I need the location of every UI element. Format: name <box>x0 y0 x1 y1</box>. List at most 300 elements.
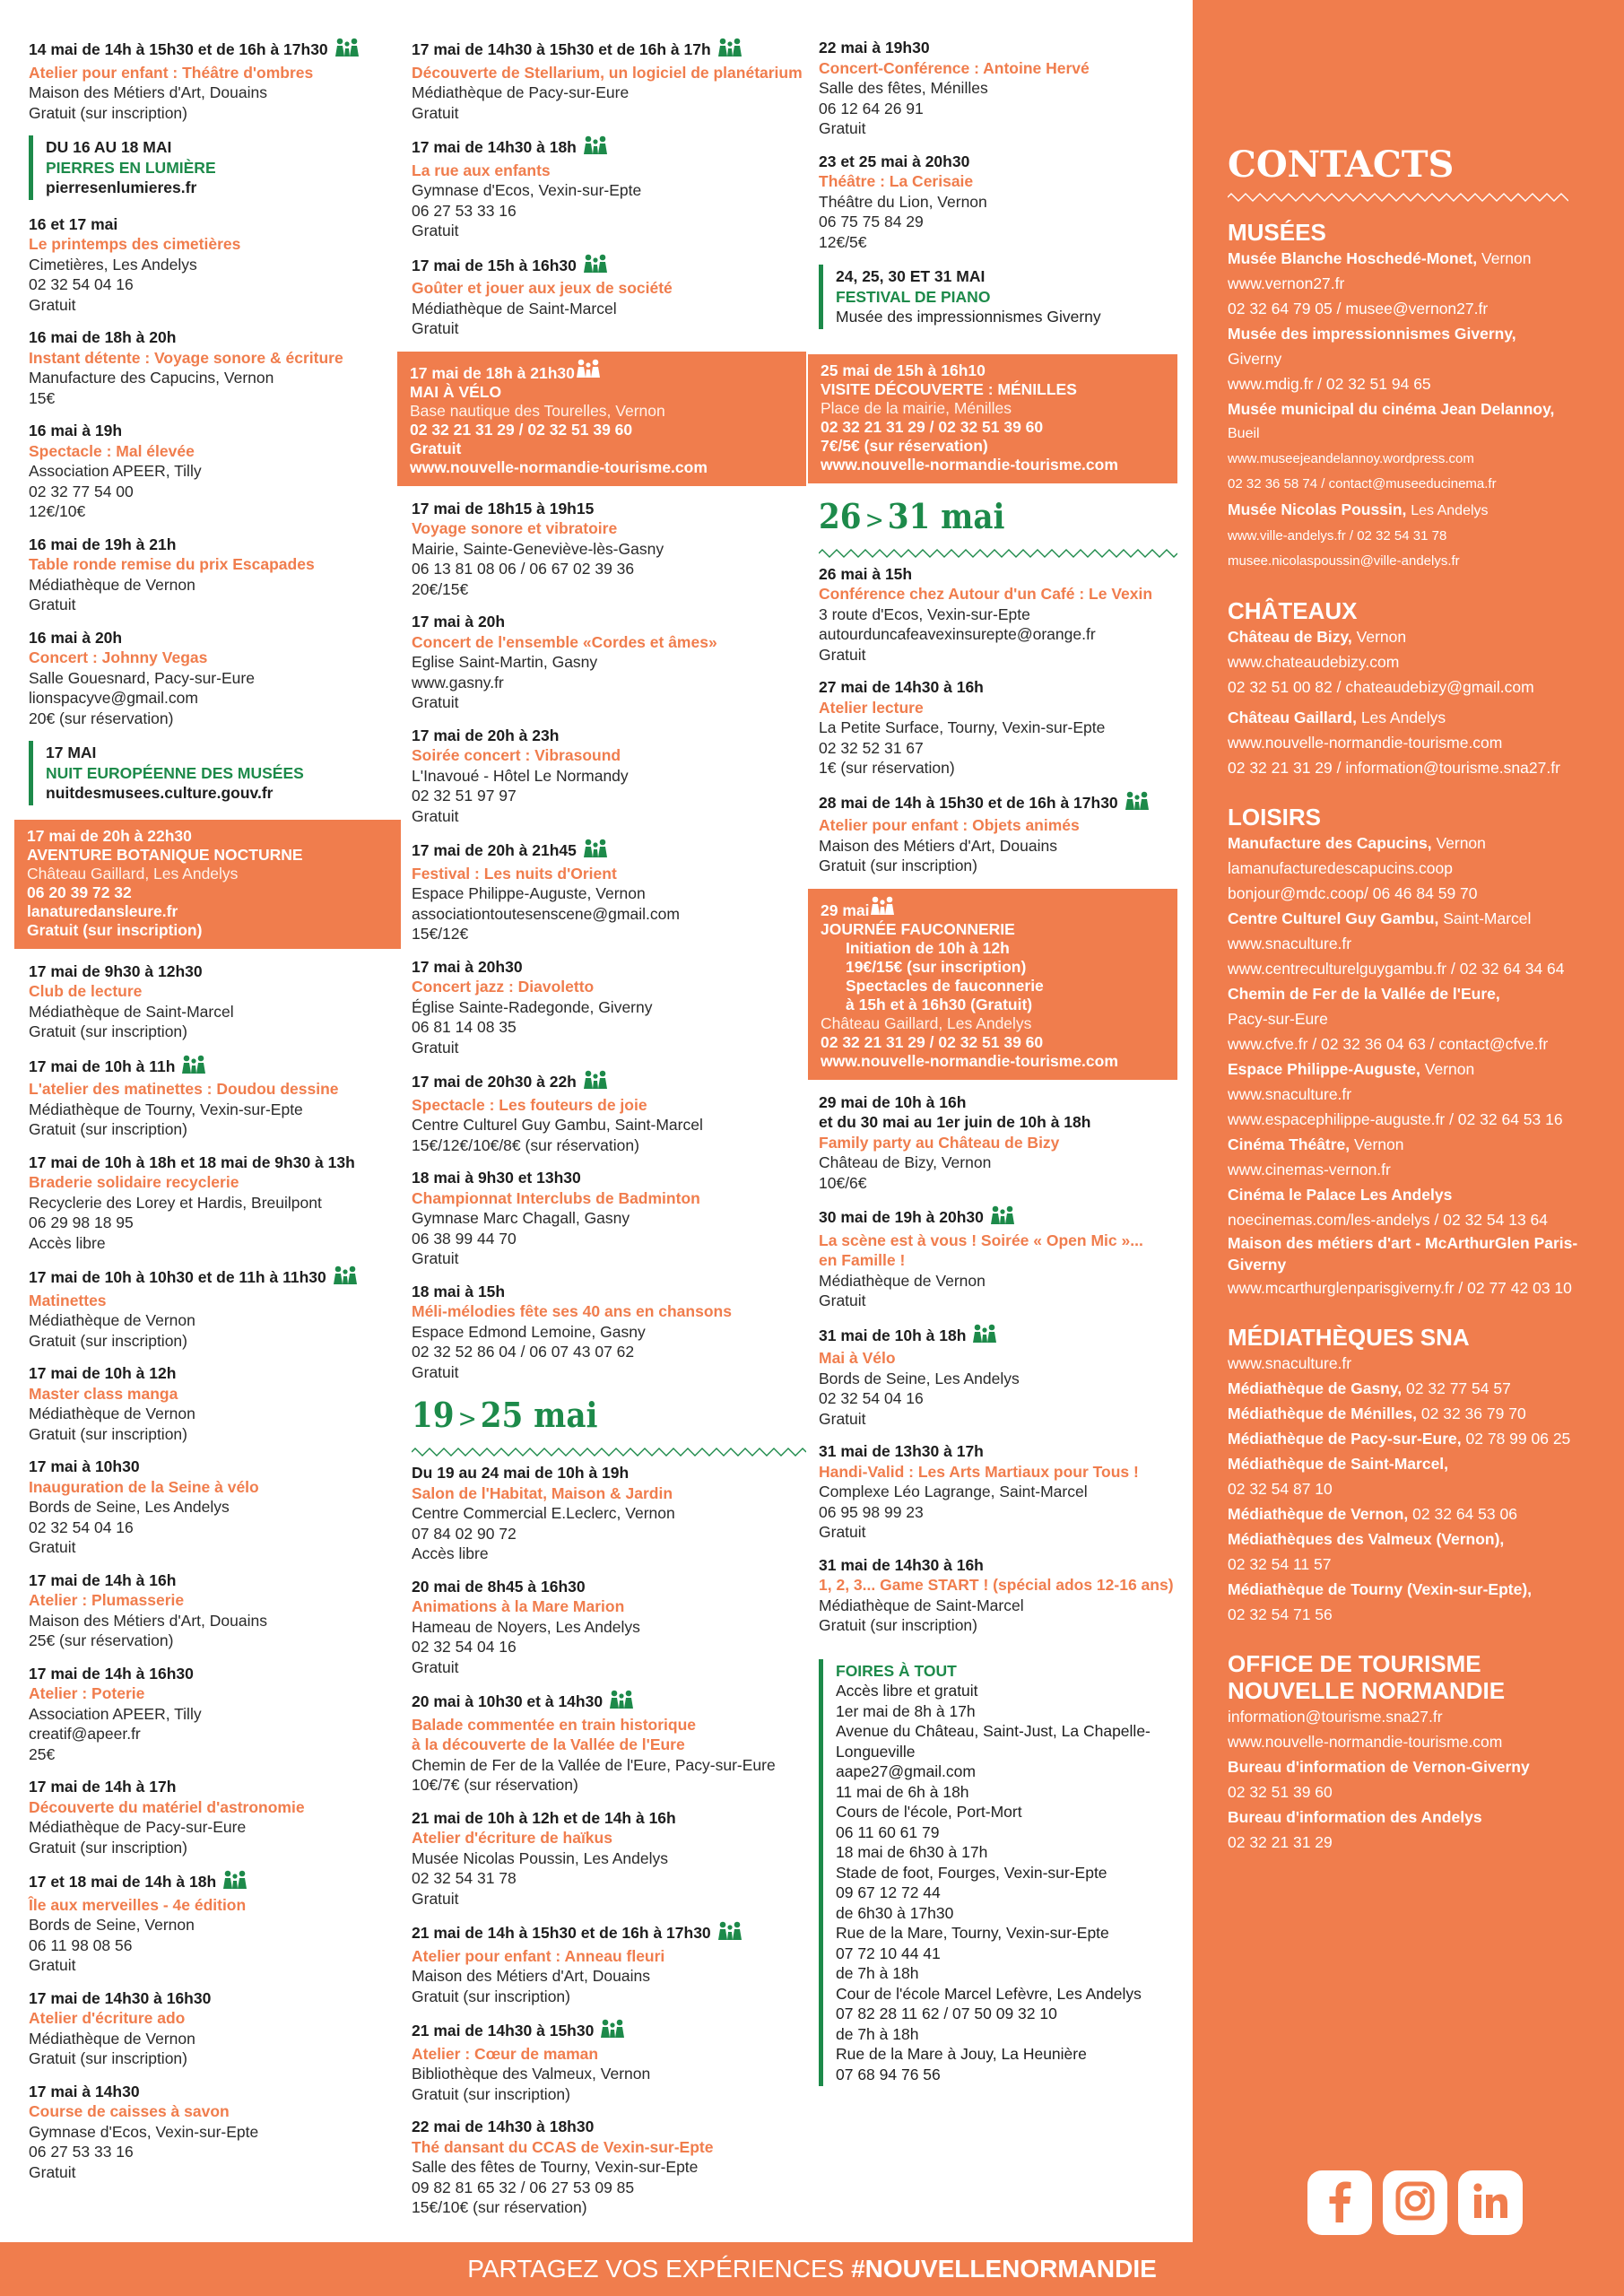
event-title-line-2: en Famille ! <box>819 1251 906 1269</box>
event-item <box>412 1808 806 1909</box>
event-location: Médiathèque de Vernon <box>29 1311 195 1329</box>
event-date: 17 mai de 10h à 18h et 18 mai de 9h30 à 13h <box>29 1152 355 1171</box>
event-title: Théâtre : La Cerisaie <box>819 172 974 190</box>
event-title: L'atelier des matinettes : Doudou dessine <box>29 1080 339 1098</box>
event-item <box>29 214 401 316</box>
highlight-link[interactable]: nuitdesmusees.culture.gouv.fr <box>46 784 274 802</box>
contact-link[interactable]: www.chateaudebizy.com <box>1228 653 1400 671</box>
highlight-block <box>29 135 401 200</box>
contact-details: bonjour@mdc.coop/ 06 46 84 59 70 <box>1228 884 1478 902</box>
event-phone: 06 75 75 84 29 <box>819 213 924 230</box>
event-title: Handi-Valid : Les Arts Martiaux pour Tous ! <box>819 1462 1139 1481</box>
footer-text: PARTAGEZ VOS EXPÉRIENCES <box>467 2255 845 2283</box>
event-phone: 02 32 21 31 29 / 02 32 51 39 60 <box>821 1032 1044 1051</box>
contact-entry <box>1228 1182 1604 1232</box>
event-location: Gymnase d'Ecos, Vexin-sur-Epte <box>29 2122 259 2141</box>
event-phone: 06 11 98 08 56 <box>29 1935 133 1954</box>
contact-link[interactable]: www.vernon27.fr <box>1228 274 1345 292</box>
event-date: 16 mai à 19h <box>29 422 123 439</box>
event-phone: 06 13 81 08 06 / 06 67 02 39 36 <box>412 560 635 578</box>
contact-city: Saint-Marcel <box>1443 909 1532 927</box>
contact-city: Les Andelys <box>1360 709 1446 726</box>
event-phone: 06 12 64 26 91 <box>819 99 924 117</box>
highlight-dates: 17 MAI <box>46 744 97 761</box>
event-location: Médiathèque de Saint-Marcel <box>29 1002 234 1021</box>
highlight-title: FESTIVAL DE PIANO <box>836 287 991 306</box>
event-location: Théâtre du Lion, Vernon <box>819 192 987 211</box>
event-location: Maison des Métiers d'Art, Douains <box>412 1967 650 1985</box>
foire-date: 18 mai de 6h30 à 17h <box>836 1843 988 1861</box>
contact-name: Musée Nicolas Poussin, <box>1228 500 1407 518</box>
linkedin-icon <box>1470 2180 1511 2226</box>
contact-city: Vernon <box>1354 1135 1404 1153</box>
event-item <box>412 612 806 713</box>
event-price: 20€/15€ <box>412 579 469 598</box>
facebook-icon <box>1322 2179 1358 2227</box>
contact-name: Musée Blanche Hoschedé-Monet, <box>1228 249 1478 267</box>
event-date: 16 et 17 mai <box>29 214 118 233</box>
event-location: Château de Bizy, Vernon <box>819 1153 992 1171</box>
event-date: Du 19 au 24 mai de 10h à 19h <box>412 1464 630 1482</box>
foire-date: de 7h à 18h <box>836 1964 919 1982</box>
event-location: Gymnase d'Ecos, Vexin-sur-Epte <box>412 181 642 199</box>
event-date: 17 mai de 14h à 16h <box>29 1570 177 1589</box>
event-price: Gratuit (sur inscription) <box>412 2084 570 2103</box>
contact-entry <box>1228 1351 1604 1627</box>
event-date: 17 mai de 18h à 21h30 <box>410 363 575 382</box>
contacts-list <box>1228 219 1604 1855</box>
event-title: Master class manga <box>29 1384 178 1403</box>
event-price: Gratuit <box>819 119 866 137</box>
contact-details: 02 32 36 58 74 / contact@museeducinema.fr <box>1228 476 1497 491</box>
event-price: Gratuit (sur inscription) <box>819 1616 977 1634</box>
event-date: 17 mai de 10h à 12h <box>29 1364 177 1382</box>
highlight-block <box>819 265 1177 329</box>
instagram-icon <box>1394 2179 1437 2227</box>
event-item <box>412 2117 806 2218</box>
event-date: 29 mai <box>821 900 870 919</box>
highlight-title: PIERRES EN LUMIÈRE <box>46 158 216 177</box>
highlight-block <box>29 741 401 805</box>
event-price: Gratuit <box>412 222 459 239</box>
event-price: 10€/6€ <box>819 1173 867 1192</box>
event-price: Gratuit <box>412 1889 459 1908</box>
event-phone: 06 81 14 08 35 <box>412 1018 517 1036</box>
event-location: Association APEER, Tilly <box>29 462 202 480</box>
event-location: Hameau de Noyers, Les Andelys <box>412 1617 640 1636</box>
event-location: Base nautique des Tourelles, Vernon <box>410 401 665 420</box>
contact-city: Vernon <box>1424 1060 1475 1078</box>
event-item <box>29 1870 401 1976</box>
event-location: Cimetières, Les Andelys <box>29 255 197 274</box>
contact-phone: 02 32 36 79 70 <box>1420 1405 1526 1422</box>
event-price: Gratuit <box>412 1038 459 1057</box>
event-title: Atelier pour enfant : Anneau fleuri <box>412 1946 665 1965</box>
event-location: Médiathèque de Pacy-sur-Eure <box>29 1818 247 1836</box>
linkedin-button[interactable] <box>1458 2170 1523 2235</box>
event-link[interactable]: www.nouvelle-normandie-tourisme.com <box>821 455 1118 474</box>
event-title: Concert : Johnny Vegas <box>29 648 208 666</box>
event-title: Balade commentée en train historique <box>412 1715 697 1734</box>
event-date: 17 et 18 mai de 14h à 18h <box>29 1873 217 1891</box>
event-title: Table ronde remise du prix Escapades <box>29 555 315 573</box>
footer-hashtag[interactable]: #NOUVELLENORMANDIE <box>851 2255 1157 2283</box>
event-location: Médiathèque de Saint-Marcel <box>412 299 617 317</box>
event-price: Gratuit <box>819 1292 866 1309</box>
contact-entry <box>1228 705 1604 780</box>
event-phone: 06 38 99 44 70 <box>412 1229 517 1248</box>
event-date: 17 mai de 20h à 21h45 <box>412 841 577 859</box>
event-date: 20 mai à 10h30 et à 14h30 <box>412 1692 604 1710</box>
contact-details: www.cfve.fr / 02 32 36 04 63 / contact@cfve.fr <box>1228 1035 1549 1053</box>
foire-address: Cours de l'école, Port-Mort <box>836 1803 1022 1821</box>
event-item <box>819 791 1177 876</box>
contact-details: 02 32 64 79 05 / musee@vernon27.fr <box>1228 300 1489 317</box>
contact-phone: 02 32 77 54 57 <box>1406 1379 1511 1397</box>
event-title: Course de caisses à savon <box>29 2102 230 2120</box>
event-phone: 07 84 02 90 72 <box>412 1524 517 1543</box>
contact-details[interactable]: www.mdig.fr / 02 32 51 94 65 <box>1228 375 1431 393</box>
event-price: Gratuit <box>412 693 459 711</box>
event-location: Centre Commercial E.Leclerc, Vernon <box>412 1504 675 1522</box>
contact-entry <box>1228 831 1604 906</box>
event-title: Concert-Conférence : Antoine Hervé <box>819 58 1090 77</box>
event-detail: Spectacles de fauconnerie <box>846 976 1044 995</box>
event-price: Gratuit <box>29 1538 76 1556</box>
highlight-location: Musée des impressionnismes Giverny <box>836 308 1101 326</box>
contact-name: Médiathèque de Vernon, <box>1228 1505 1409 1523</box>
category-heading: MUSÉES <box>1228 219 1326 246</box>
event-title: Méli-mélodies fête ses 40 ans en chansons <box>412 1302 732 1320</box>
zigzag-divider <box>412 1441 806 1450</box>
event-location: Gymnase Marc Chagall, Gasny <box>412 1209 630 1227</box>
family-icon <box>869 901 896 919</box>
event-title: MAI À VÉLO <box>410 382 502 401</box>
highlight-link[interactable]: pierresenlumieres.fr <box>46 178 197 196</box>
family-icon <box>599 2019 626 2044</box>
event-location: Bibliothèque des Valmeux, Vernon <box>412 2065 651 2083</box>
event-phone: 02 32 54 04 16 <box>819 1389 924 1407</box>
foire-contact: 07 68 94 76 56 <box>836 2065 941 2083</box>
event-phone: 06 27 53 33 16 <box>29 2143 134 2161</box>
event-item <box>819 677 1177 778</box>
event-item <box>412 1690 806 1796</box>
contact-phone: 02 32 51 39 60 <box>1228 1783 1333 1801</box>
highlight-title: NUIT EUROPÉENNE DES MUSÉES <box>46 763 304 782</box>
event-price: Gratuit <box>412 1249 459 1267</box>
event-email: associationtoutesenscene@gmail.com <box>412 904 680 923</box>
event-date: 21 mai de 14h30 à 15h30 <box>412 2022 595 2039</box>
event-location: Recyclerie des Lorey et Hardis, Breuilpont <box>29 1193 322 1212</box>
event-link[interactable]: www.nouvelle-normandie-tourisme.com <box>410 457 708 476</box>
event-date: 17 mai de 18h15 à 19h15 <box>412 499 595 517</box>
event-date: 16 mai de 19h à 21h <box>29 535 177 553</box>
event-price: Accès libre <box>412 1544 489 1562</box>
contact-link[interactable]: www.nouvelle-normandie-tourisme.com <box>1228 1733 1503 1751</box>
contact-name: Maison des métiers d'art - McArthurGlen Paris-Giverny <box>1228 1234 1578 1274</box>
event-price: 25€ (sur réservation) <box>29 1631 174 1649</box>
foire-contact: aape27@gmail.com <box>836 1762 976 1780</box>
highlight-dates: DU 16 AU 18 MAI <box>46 138 172 156</box>
contact-phone: 02 78 99 06 25 <box>1465 1430 1571 1448</box>
event-item <box>29 1265 401 1351</box>
event-date: 21 mai de 14h à 15h30 et de 16h à 17h30 <box>412 1924 711 1942</box>
contact-phone: 02 32 21 31 29 <box>1228 1833 1333 1851</box>
contact-name: Espace Philippe-Auguste, <box>1228 1060 1420 1078</box>
contact-link[interactable]: www.snaculture.fr <box>1228 935 1352 952</box>
event-title: Salon de l'Habitat, Maison & Jardin <box>412 1483 673 1502</box>
agenda-column-3 <box>819 38 1177 2100</box>
featured-event-box <box>808 889 1177 1080</box>
event-email: creatif@apeer.fr <box>29 1725 141 1743</box>
event-phone: 06 27 53 33 16 <box>412 201 517 220</box>
contact-name: Médiathèque de Saint-Marcel, <box>1228 1455 1449 1473</box>
event-item <box>412 957 806 1058</box>
foire-date: de 7h à 18h <box>836 2024 919 2043</box>
event-item <box>819 564 1177 665</box>
instagram-button[interactable] <box>1383 2170 1447 2235</box>
event-title: Île aux merveilles - 4e édition <box>29 1895 247 1914</box>
contact-name: Musée municipal du cinéma Jean Delannoy, <box>1228 400 1555 418</box>
featured-event-box <box>808 354 1177 483</box>
event-price: 7€/5€ (sur réservation) <box>821 436 988 455</box>
event-date: 17 mai de 20h à 23h <box>412 726 560 744</box>
contact-entry <box>1228 906 1604 981</box>
contact-details: 02 32 51 00 82 / chateaudebizy@gmail.com <box>1228 678 1534 696</box>
event-price: 15€/10€ (sur réservation) <box>412 2198 587 2216</box>
event-item <box>412 499 806 600</box>
event-title: Atelier : Plumasserie <box>29 1591 185 1609</box>
contacts-title: CONTACTS <box>1228 144 1455 186</box>
event-price: 1€ (sur réservation) <box>819 759 955 777</box>
event-item <box>412 726 806 827</box>
foire-address: Cour de l'école Marcel Lefèvre, Les Andelys <box>836 1984 1142 2003</box>
section-heading: 19 > 25 mai <box>412 1395 598 1435</box>
event-title: JOURNÉE FAUCONNERIE <box>821 919 1015 938</box>
event-item <box>29 1055 401 1140</box>
agenda-column-2 <box>412 38 806 2231</box>
foire-contact: 09 67 12 72 44 <box>836 1883 941 1901</box>
section-heading: 26 > 31 mai <box>819 495 1005 536</box>
contact-phone: 02 32 64 53 06 <box>1412 1505 1517 1523</box>
event-price: Gratuit (sur inscription) <box>29 1120 187 1138</box>
event-title: Mai à Vélo <box>819 1349 896 1367</box>
event-title: Atelier : Cœur de maman <box>412 2044 599 2063</box>
category-heading: OFFICE DE TOURISME <box>1228 1650 1481 1677</box>
event-price: Gratuit (sur inscription) <box>29 2049 187 2067</box>
event-title: Atelier pour enfant : Théâtre d'ombres <box>29 63 314 82</box>
event-location: Médiathèque de Saint-Marcel <box>819 1596 1024 1614</box>
event-date: 17 mai de 10h à 10h30 et de 11h à 11h30 <box>29 1268 326 1286</box>
event-item <box>819 1092 1177 1194</box>
family-icon <box>1124 791 1151 816</box>
event-title: Club de lecture <box>29 982 143 1000</box>
event-date: 20 mai de 8h45 à 16h30 <box>412 1577 586 1596</box>
event-title: Festival : Les nuits d'Orient <box>412 864 617 883</box>
event-item <box>29 421 401 522</box>
event-title: Concert jazz : Diavoletto <box>412 978 595 996</box>
event-title: La scène est à vous ! Soirée « Open Mic »... <box>819 1231 1143 1249</box>
event-date: 17 mai de 14h30 à 16h30 <box>29 1988 212 2007</box>
contact-link[interactable]: lamanufacturedescapucins.coop <box>1228 859 1453 877</box>
event-item <box>29 2082 401 2183</box>
event-phone: 02 32 52 31 67 <box>819 738 924 757</box>
event-price: 25€ <box>29 1744 56 1763</box>
event-date: 17 mai de 9h30 à 12h30 <box>29 961 203 980</box>
event-phone: 02 32 52 86 04 / 06 07 43 07 62 <box>412 1343 635 1361</box>
event-price: Gratuit <box>29 1956 76 1974</box>
event-price: Gratuit <box>29 295 76 314</box>
event-title: Découverte de Stellarium, un logiciel de planétarium <box>412 63 803 82</box>
contact-email[interactable]: information@tourisme.sna27.fr <box>1228 1708 1443 1726</box>
contact-link[interactable]: www.snaculture.fr <box>1228 1085 1352 1103</box>
contact-name: Manufacture des Capucins, <box>1228 834 1432 852</box>
event-price: Gratuit <box>819 645 866 664</box>
event-date: 16 mai de 18h à 20h <box>29 328 177 346</box>
event-phone: 02 32 54 04 16 <box>29 275 134 293</box>
event-location: Médiathèque de Vernon <box>29 1405 195 1422</box>
event-location: Centre Culturel Guy Gambu, Saint-Marcel <box>412 1116 703 1134</box>
event-phone: 02 32 77 54 00 <box>29 482 134 500</box>
facebook-button[interactable] <box>1307 2170 1372 2235</box>
contact-email[interactable]: musee.nicolaspoussin@ville-andelys.fr <box>1228 553 1460 569</box>
event-price: Gratuit <box>819 1523 866 1541</box>
event-price: Gratuit (sur inscription) <box>29 1331 187 1350</box>
event-link[interactable]: lanaturedansleure.fr <box>27 901 178 920</box>
event-price: Gratuit <box>412 1362 459 1381</box>
event-item <box>412 1577 806 1678</box>
family-icon <box>334 38 360 63</box>
contact-name: Bureau d'information des Andelys <box>1228 1808 1482 1826</box>
event-price: 12€/5€ <box>819 232 867 251</box>
event-title: Family party au Château de Bizy <box>819 1133 1060 1152</box>
event-item <box>819 152 1177 253</box>
event-link[interactable]: www.gasny.fr <box>412 673 504 691</box>
event-title: Goûter et jouer aux jeux de société <box>412 279 673 297</box>
event-title: Atelier d'écriture de haïkus <box>412 1829 612 1847</box>
event-date: 17 mai à 20h30 <box>412 957 523 976</box>
event-location: Musée Nicolas Poussin, Les Andelys <box>412 1848 668 1867</box>
event-location: Médiathèque de Pacy-sur-Eure <box>412 83 630 101</box>
event-price: Gratuit (sur inscription) <box>819 857 977 874</box>
event-email: autourduncafeavexinsurepte@orange.fr <box>819 625 1096 643</box>
event-location: La Petite Surface, Tourny, Vexin-sur-Epte <box>819 718 1106 736</box>
event-location: Salle Gouesnard, Pacy-sur-Eure <box>29 668 255 687</box>
event-title: VISITE DÉCOUVERTE : MÉNILLES <box>821 379 1077 398</box>
event-title: Le printemps des cimetières <box>29 235 241 253</box>
event-item <box>412 1168 806 1269</box>
event-location: Mairie, Sainte-Geneviève-lès-Gasny <box>412 539 664 558</box>
event-date: 17 mai de 20h30 à 22h <box>412 1073 577 1091</box>
contact-link[interactable]: www.snaculture.fr <box>1228 1354 1352 1372</box>
event-title: Instant détente : Voyage sonore & écriture <box>29 348 343 367</box>
event-item <box>412 1070 806 1155</box>
event-location: Eglise Saint-Martin, Gasny <box>412 653 598 671</box>
family-icon <box>716 1921 743 1946</box>
social-links <box>1307 2170 1523 2235</box>
event-detail: 19€/15€ (sur inscription) <box>846 957 1027 976</box>
event-title: AVENTURE BOTANIQUE NOCTURNE <box>27 845 303 864</box>
event-phone: 02 32 54 31 78 <box>412 1869 517 1887</box>
event-date: 30 mai de 19h à 20h30 <box>819 1208 984 1226</box>
event-price: Gratuit (sur inscription) <box>412 1987 570 2005</box>
zigzag-divider <box>1228 190 1568 206</box>
event-price: 15€ <box>29 388 56 407</box>
event-date: 31 mai de 10h à 18h <box>819 1326 967 1344</box>
event-title: Concert de l'ensemble «Cordes et âmes» <box>412 632 717 651</box>
category-heading: LOISIRS <box>1228 804 1322 831</box>
event-date: 17 mai de 10h à 11h <box>29 1057 176 1075</box>
event-item <box>29 1570 401 1651</box>
event-location: Église Sainte-Radegonde, Giverny <box>412 997 653 1016</box>
contact-name: Bureau d'information de Vernon-Giverny <box>1228 1758 1530 1776</box>
category-heading: MÉDIATHÈQUES SNA <box>1228 1324 1470 1351</box>
event-item <box>412 1921 806 2006</box>
foire-date: de 6h30 à 17h30 <box>836 1903 954 1922</box>
event-date: 23 et 25 mai à 20h30 <box>819 152 970 170</box>
event-item <box>412 2019 806 2104</box>
event-date: 22 mai de 14h30 à 18h30 <box>412 2118 595 2135</box>
contacts-sidebar <box>1193 0 1624 2242</box>
event-price: Gratuit <box>412 1657 459 1676</box>
event-price: Gratuit (sur inscription) <box>27 920 203 939</box>
contact-entry <box>1228 497 1604 574</box>
event-price: Gratuit <box>410 439 462 457</box>
featured-event-box <box>14 820 401 949</box>
family-icon <box>582 135 609 161</box>
family-icon <box>575 364 602 382</box>
event-location: Complexe Léo Lagrange, Saint-Marcel <box>819 1483 1088 1500</box>
event-date: 17 mai de 14h à 17h <box>29 1778 177 1796</box>
event-date: 29 mai de 10h à 16h <box>819 1092 967 1111</box>
event-item <box>29 961 401 1042</box>
event-price: 12€/10€ <box>29 502 86 520</box>
foires-block <box>819 1659 1177 2087</box>
event-phone: 09 82 81 65 32 / 06 27 53 09 85 <box>412 2178 635 2196</box>
event-date: 22 mai à 19h30 <box>819 39 930 57</box>
event-location: Place de la mairie, Ménilles <box>821 398 1012 417</box>
event-link[interactable]: www.nouvelle-normandie-tourisme.com <box>821 1051 1118 1070</box>
contact-city: Vernon <box>1356 628 1407 646</box>
event-title: Soirée concert : Vibrasound <box>412 746 621 764</box>
event-item <box>819 38 1177 139</box>
contact-entry <box>1228 1057 1604 1132</box>
contact-name: Musée des impressionnismes Giverny, <box>1228 325 1516 343</box>
contact-entry <box>1228 1132 1604 1182</box>
category-heading: NOUVELLE NORMANDIE <box>1228 1677 1506 1704</box>
contact-entry <box>1228 1704 1604 1855</box>
contact-details: 02 32 21 31 29 / information@tourisme.sna27.fr <box>1228 759 1560 777</box>
event-item <box>29 327 401 408</box>
event-location: Chemin de Fer de la Vallée de l'Eure, Pacy-sur-Eure <box>412 1755 776 1774</box>
contact-link[interactable]: www.museejeandelannoy.wordpress.com <box>1228 451 1474 466</box>
event-location: Château Gaillard, Les Andelys <box>821 1013 1032 1032</box>
zigzag-divider <box>819 543 1177 552</box>
agenda-column-1 <box>29 38 401 2195</box>
contact-name: Médiathèques des Valmeux (Vernon), <box>1228 1530 1505 1548</box>
event-location: Maison des Métiers d'Art, Douains <box>29 83 267 101</box>
contact-link[interactable]: www.cinemas-vernon.fr <box>1228 1161 1391 1178</box>
event-detail: Initiation de 10h à 12h <box>846 938 1010 957</box>
event-item <box>412 135 806 241</box>
event-location: Médiathèque de Vernon <box>29 2029 195 2048</box>
contact-details[interactable]: www.ville-andelys.fr / 02 32 54 31 78 <box>1228 528 1447 544</box>
contact-details: www.centreculturelguygambu.fr / 02 32 64 34 64 <box>1228 960 1565 978</box>
event-date: 17 mai à 14h30 <box>29 2082 140 2100</box>
contact-city: Bueil <box>1228 426 1260 441</box>
contact-link[interactable]: www.nouvelle-normandie-tourisme.com <box>1228 734 1503 752</box>
contact-details: www.espacephilippe-auguste.fr / 02 32 64 53 16 <box>1228 1110 1563 1128</box>
